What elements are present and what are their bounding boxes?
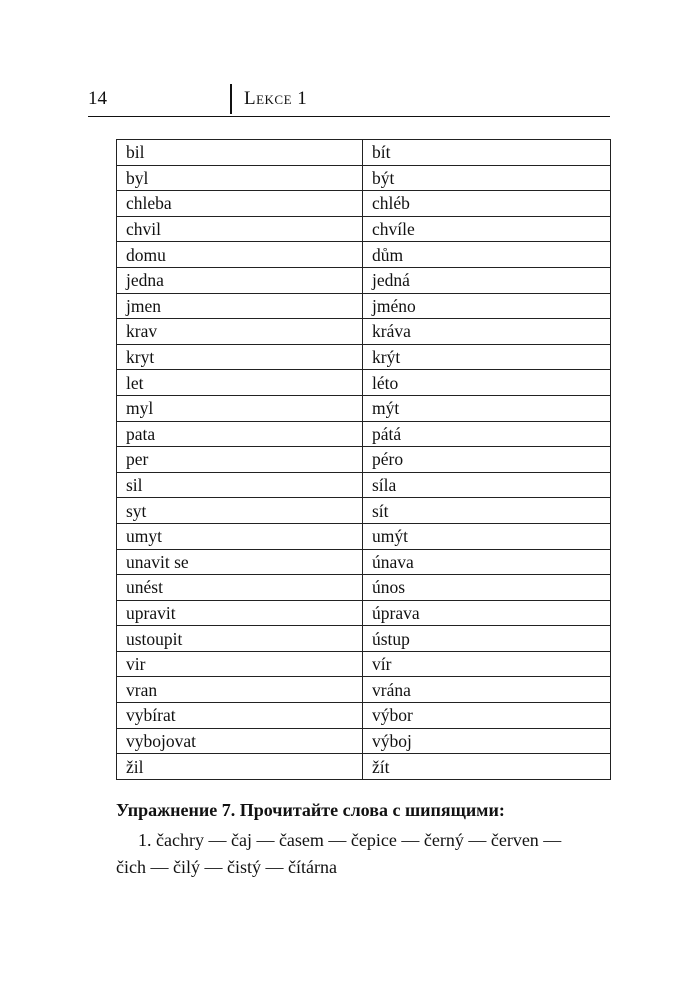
word-form-cell: vir [117, 651, 363, 677]
exercise-section [116, 797, 616, 880]
table-row [117, 549, 611, 575]
base-form-cell: bít [363, 140, 611, 166]
base-form-cell: dům [363, 242, 611, 268]
table-row [117, 600, 611, 626]
word-form-cell: unést [117, 575, 363, 601]
table-row [117, 319, 611, 345]
table-row [117, 267, 611, 293]
base-form-cell: být [363, 165, 611, 191]
base-form-cell: sít [363, 498, 611, 524]
word-form-cell: ustoupit [117, 626, 363, 652]
base-form-cell: únava [363, 549, 611, 575]
table-row [117, 191, 611, 217]
page-header [88, 84, 610, 117]
base-form-cell: chvíle [363, 216, 611, 242]
word-form-cell: chvil [117, 216, 363, 242]
base-form-cell: vír [363, 651, 611, 677]
base-form-cell: síla [363, 472, 611, 498]
base-form-cell: pátá [363, 421, 611, 447]
base-form-cell: péro [363, 447, 611, 473]
word-form-cell: syt [117, 498, 363, 524]
base-form-cell: krýt [363, 344, 611, 370]
table-row [117, 626, 611, 652]
table-row [117, 216, 611, 242]
base-form-cell: únos [363, 575, 611, 601]
table-row [117, 447, 611, 473]
base-form-cell: žít [363, 754, 611, 780]
exercise-line-2: čich — čilý — čistý — čítárna [116, 857, 337, 877]
word-form-cell: jmen [117, 293, 363, 319]
table-row [117, 293, 611, 319]
base-form-cell: jméno [363, 293, 611, 319]
word-table [116, 139, 611, 780]
table-row [117, 140, 611, 166]
word-form-cell: žil [117, 754, 363, 780]
base-form-cell: kráva [363, 319, 611, 345]
base-form-cell: výbor [363, 703, 611, 729]
base-form-cell: vrána [363, 677, 611, 703]
table-row [117, 754, 611, 780]
word-form-cell: pata [117, 421, 363, 447]
word-form-cell: umyt [117, 523, 363, 549]
table-row [117, 242, 611, 268]
table-row [117, 472, 611, 498]
header-divider [230, 84, 232, 114]
base-form-cell: jedná [363, 267, 611, 293]
word-form-cell: krav [117, 319, 363, 345]
word-form-cell: per [117, 447, 363, 473]
word-form-cell: bil [117, 140, 363, 166]
table-row [117, 421, 611, 447]
base-form-cell: ústup [363, 626, 611, 652]
word-form-cell: chleba [117, 191, 363, 217]
table-row [117, 575, 611, 601]
page-number: 14 [88, 88, 107, 109]
base-form-cell: výboj [363, 728, 611, 754]
word-form-cell: vybírat [117, 703, 363, 729]
word-form-cell: jedna [117, 267, 363, 293]
word-form-cell: kryt [117, 344, 363, 370]
word-form-cell: vran [117, 677, 363, 703]
word-form-cell: myl [117, 395, 363, 421]
exercise-line-1: 1. čachry — čaj — časem — čepice — černý — červen — [138, 830, 562, 850]
running-title: Lekce 1 [244, 88, 308, 109]
base-form-cell: mýt [363, 395, 611, 421]
table-row [117, 703, 611, 729]
table-row [117, 523, 611, 549]
base-form-cell: úprava [363, 600, 611, 626]
word-form-cell: byl [117, 165, 363, 191]
word-form-cell: upravit [117, 600, 363, 626]
table-row [117, 498, 611, 524]
word-form-cell: domu [117, 242, 363, 268]
table-row [117, 165, 611, 191]
word-form-cell: sil [117, 472, 363, 498]
table-row [117, 370, 611, 396]
exercise-title: Упражнение 7. Прочитайте слова с шипящими: [116, 800, 505, 820]
table-row [117, 395, 611, 421]
word-form-cell: let [117, 370, 363, 396]
table-row [117, 677, 611, 703]
word-table-body [117, 140, 611, 780]
base-form-cell: léto [363, 370, 611, 396]
base-form-cell: umýt [363, 523, 611, 549]
word-form-cell: vybojovat [117, 728, 363, 754]
word-form-cell: unavit se [117, 549, 363, 575]
base-form-cell: chléb [363, 191, 611, 217]
table-row [117, 344, 611, 370]
table-row [117, 651, 611, 677]
table-row [117, 728, 611, 754]
